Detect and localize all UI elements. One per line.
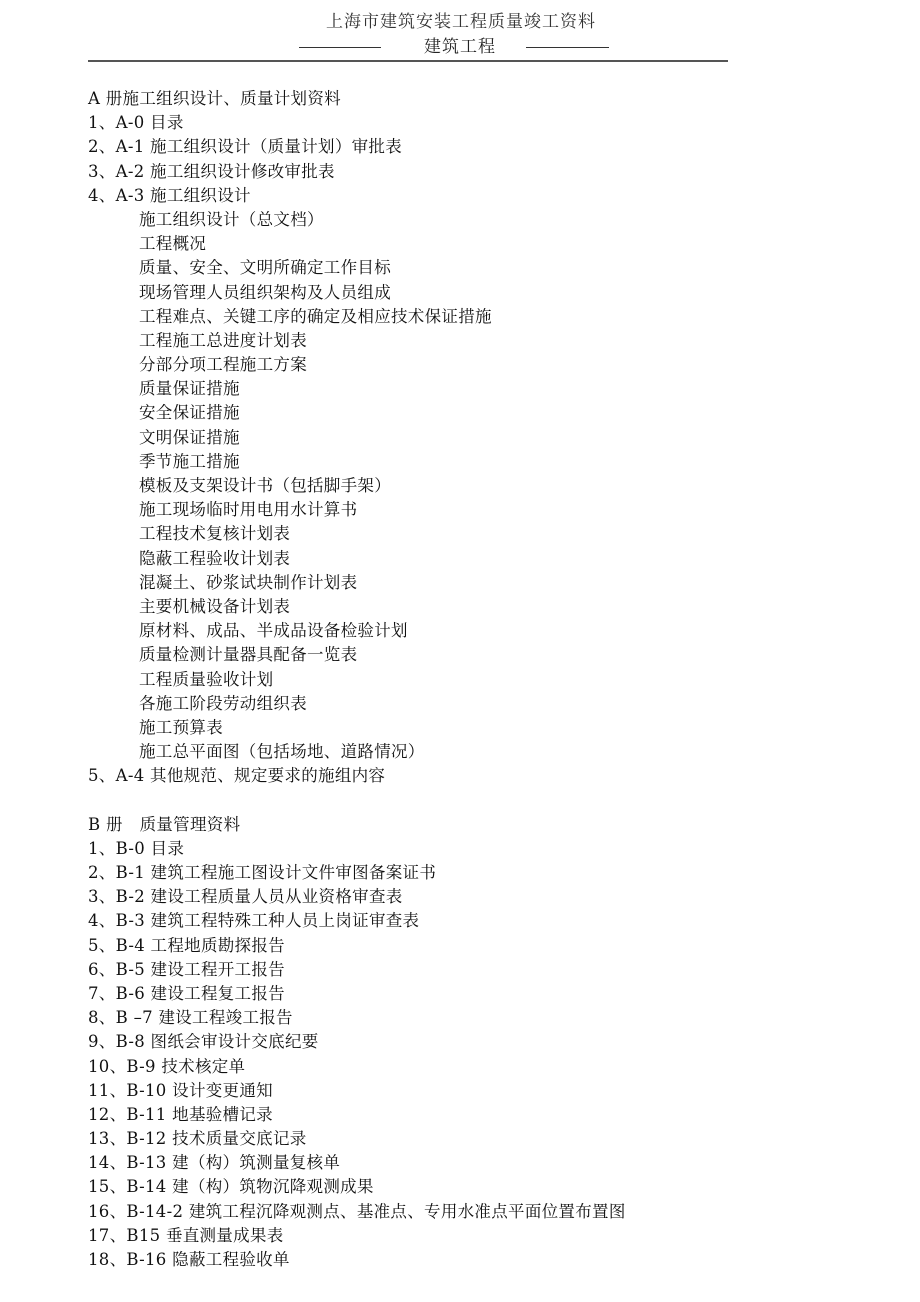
sub-list-item: 工程技术复核计划表 (139, 524, 291, 544)
list-item: 9、B-8 图纸会审设计交底纪要 (88, 1032, 319, 1052)
sub-list-item: 质量、安全、文明所确定工作目标 (139, 258, 391, 278)
sub-list-item: 模板及支架设计书（包括脚手架） (139, 476, 391, 495)
header-subtitle-row (0, 34, 920, 60)
sub-list-item: 季节施工措施 (139, 451, 240, 471)
list-item: 1、A-0 目录 (88, 113, 184, 133)
sub-list-item: 隐蔽工程验收计划表 (139, 548, 291, 568)
list-item: 11、B-10 设计变更通知 (88, 1080, 273, 1100)
list-item: 5、A-4 其他规范、规定要求的施组内容 (88, 766, 386, 786)
header-rule-left (299, 47, 381, 48)
list-item: 16、B-14-2 建筑工程沉降观测点、基准点、专用水准点平面位置布置图 (88, 1201, 626, 1221)
sub-list-item: 施工组织设计（总文档） (139, 209, 324, 229)
list-item: 14、B-13 建（构）筑测量复核单 (88, 1153, 341, 1173)
list-item: 5、B-4 工程地质勘探报告 (88, 935, 285, 955)
sub-list-item: 工程难点、关键工序的确定及相应技术保证措施 (139, 306, 492, 326)
list-item: 17、B15 垂直测量成果表 (88, 1225, 284, 1245)
document-body (88, 87, 848, 1272)
list-item: 2、A-1 施工组织设计（质量计划）审批表 (88, 137, 403, 157)
list-item: 18、B-16 隐蔽工程验收单 (88, 1250, 290, 1269)
header-rule-right (526, 47, 609, 48)
sub-list-item: 施工预算表 (139, 717, 223, 737)
section-title: A 册施工组织设计、质量计划资料 (88, 89, 341, 108)
page-header (0, 10, 920, 60)
header-title: 上海市建筑安装工程质量竣工资料 (326, 12, 596, 32)
sub-list-item: 施工总平面图（包括场地、道路情况） (139, 742, 425, 762)
list-item: 12、B-11 地基验槽记录 (88, 1104, 273, 1124)
section-gap (88, 788, 848, 812)
list-item: 10、B-9 技术核定单 (88, 1056, 246, 1076)
sub-list-item: 工程施工总进度计划表 (139, 330, 307, 350)
sub-list-item: 分部分项工程施工方案 (139, 355, 307, 375)
section-title: B 册 质量管理资料 (88, 814, 241, 834)
sub-list-item: 原材料、成品、半成品设备检验计划 (139, 621, 408, 641)
sub-list-item: 文明保证措施 (139, 427, 240, 447)
sub-list-item: 质量检测计量器具配备一览表 (139, 645, 358, 665)
sub-list-item: 工程概况 (139, 234, 207, 254)
list-item: 2、B-1 建筑工程施工图设计文件审图备案证书 (88, 863, 437, 882)
list-item: 13、B-12 技术质量交底记录 (88, 1129, 307, 1149)
list-item: 3、A-2 施工组织设计修改审批表 (88, 161, 335, 181)
sub-list-item: 工程质量验收计划 (139, 669, 274, 689)
sub-list-item: 安全保证措施 (139, 403, 240, 423)
sub-list-item: 质量保证措施 (139, 379, 240, 399)
list-item: 1、B-0 目录 (88, 838, 185, 858)
header-subtitle: 建筑工程 (424, 37, 496, 57)
list-item: 4、B-3 建筑工程特殊工种人员上岗证审查表 (88, 911, 420, 931)
header-divider (88, 60, 728, 62)
list-item: 15、B-14 建（构）筑物沉降观测成果 (88, 1177, 374, 1197)
sub-list-item: 施工现场临时用电用水计算书 (139, 500, 358, 520)
list-item: 4、A-3 施工组织设计 (88, 185, 251, 205)
sub-list-item: 各施工阶段劳动组织表 (139, 693, 307, 713)
sub-list-item: 现场管理人员组织架构及人员组成 (139, 282, 391, 302)
sub-list-item: 主要机械设备计划表 (139, 596, 291, 616)
list-item: 3、B-2 建设工程质量人员从业资格审查表 (88, 887, 403, 907)
list-item: 7、B-6 建设工程复工报告 (88, 983, 285, 1003)
list-item: 6、B-5 建设工程开工报告 (88, 959, 285, 979)
list-item: 8、B –7 建设工程竣工报告 (88, 1008, 293, 1028)
sub-list-item: 混凝土、砂浆试块制作计划表 (139, 572, 358, 592)
